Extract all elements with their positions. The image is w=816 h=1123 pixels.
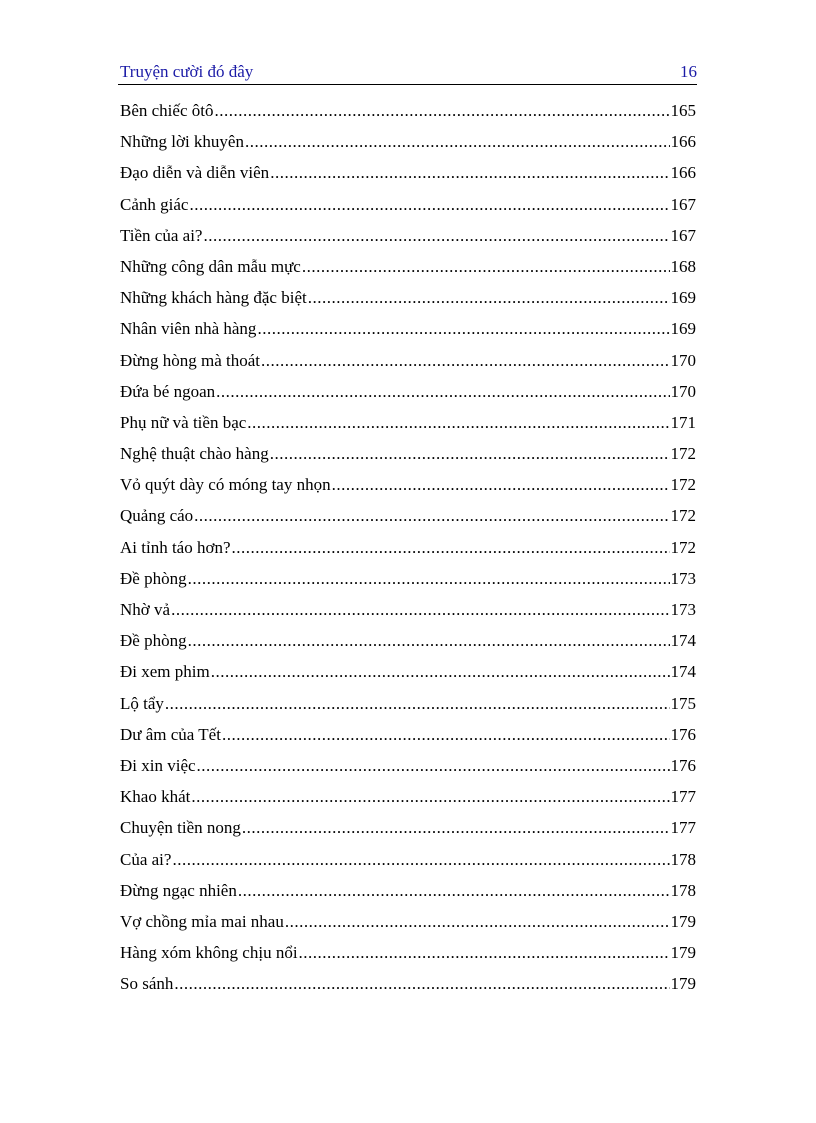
toc-dot-leader (191, 787, 669, 807)
toc-dot-leader (211, 662, 670, 682)
toc-entry[interactable] (120, 881, 696, 912)
toc-entry[interactable] (120, 163, 696, 194)
toc-dot-leader (172, 850, 669, 870)
toc-entry-title: Vợ chồng mỉa mai nhau (120, 911, 284, 931)
toc-entry[interactable] (120, 538, 696, 569)
toc-dot-leader (197, 756, 670, 776)
table-of-contents (120, 101, 696, 1005)
toc-entry-title: Đi xin việc (120, 755, 196, 775)
toc-entry-page: 176 (670, 724, 696, 744)
toc-dot-leader (165, 694, 670, 714)
toc-dot-leader (174, 974, 669, 994)
toc-dot-leader (308, 288, 670, 308)
toc-entry-title: Nghệ thuật chào hàng (120, 444, 269, 464)
toc-entry-page: 173 (670, 568, 696, 588)
toc-dot-leader (222, 725, 670, 745)
toc-dot-leader (270, 163, 669, 183)
toc-dot-leader (216, 382, 669, 402)
toc-dot-leader (203, 226, 669, 246)
toc-entry-page: 170 (670, 381, 696, 401)
page-header (118, 60, 697, 85)
page-number: 16 (680, 62, 697, 81)
toc-entry-title: So sánh (120, 974, 174, 994)
toc-entry-page: 167 (670, 194, 696, 214)
toc-entry[interactable] (120, 444, 696, 475)
toc-entry-title: Phụ nữ và tiền bạc (120, 412, 247, 432)
running-title: Truyện cười đó đây (120, 62, 254, 81)
toc-entry-title: Đứa bé ngoan (120, 381, 216, 401)
toc-entry-title: Đề phòng (120, 631, 187, 651)
toc-entry-title: Chuyện tiền nong (120, 818, 241, 838)
toc-entry[interactable] (120, 694, 696, 725)
toc-entry-title: Vỏ quýt dày có móng tay nhọn (120, 475, 331, 495)
toc-entry[interactable] (120, 101, 696, 132)
toc-entry-page: 169 (670, 319, 696, 339)
toc-entry[interactable] (120, 475, 696, 506)
toc-entry-page: 168 (670, 256, 696, 276)
toc-entry-title: Những lời khuyên (120, 132, 244, 152)
toc-entry[interactable] (120, 226, 696, 257)
toc-entry-title: Đừng hòng mà thoát (120, 350, 261, 370)
toc-entry-page: 170 (670, 350, 696, 370)
toc-dot-leader (285, 912, 670, 932)
toc-entry-page: 166 (670, 132, 696, 152)
toc-dot-leader (238, 881, 670, 901)
toc-entry-page: 174 (670, 662, 696, 682)
toc-entry-title: Quảng cáo (120, 506, 194, 526)
toc-entry[interactable] (120, 319, 696, 350)
toc-entry-title: Cảnh giác (120, 194, 189, 214)
toc-dot-leader (245, 132, 670, 152)
toc-entry[interactable] (120, 413, 696, 444)
toc-dot-leader (302, 257, 670, 277)
toc-entry-page: 172 (670, 506, 696, 526)
toc-dot-leader (270, 444, 670, 464)
toc-entry-page: 173 (670, 600, 696, 619)
toc-entry[interactable] (120, 662, 696, 693)
toc-entry[interactable] (120, 506, 696, 537)
toc-entry-title: Nhân viên nhà hàng (120, 319, 257, 339)
toc-entry[interactable] (120, 756, 696, 787)
toc-entry[interactable] (120, 818, 696, 849)
toc-entry[interactable] (120, 382, 696, 413)
toc-dot-leader (261, 351, 669, 371)
toc-entry-title: Khao khát (120, 787, 191, 807)
toc-entry[interactable] (120, 974, 696, 1005)
toc-dot-leader (188, 631, 670, 651)
toc-entry[interactable] (120, 351, 696, 382)
toc-entry-page: 171 (670, 412, 696, 432)
toc-dot-leader (194, 506, 669, 526)
toc-entry-title: Ai tỉnh táo hơn? (120, 537, 231, 557)
toc-entry-page: 179 (670, 911, 696, 931)
toc-dot-leader (247, 413, 669, 433)
toc-entry-page: 176 (670, 755, 696, 775)
toc-dot-leader (332, 475, 670, 495)
toc-entry-page: 179 (670, 974, 696, 994)
toc-dot-leader (189, 195, 669, 215)
toc-entry-title: Bên chiếc ôtô (120, 101, 214, 120)
toc-entry-page: 172 (670, 537, 696, 557)
toc-entry-title: Nhờ vả (120, 600, 171, 619)
toc-entry-page: 165 (670, 101, 696, 120)
toc-dot-leader (242, 818, 670, 838)
toc-entry[interactable] (120, 257, 696, 288)
toc-entry-page: 167 (670, 225, 696, 245)
toc-entry-page: 172 (670, 475, 696, 495)
toc-dot-leader (257, 319, 669, 339)
toc-dot-leader (171, 600, 669, 620)
toc-entry[interactable] (120, 195, 696, 226)
toc-entry[interactable] (120, 725, 696, 756)
toc-dot-leader (232, 538, 670, 558)
toc-entry[interactable] (120, 943, 696, 974)
toc-entry-title: Đề phòng (120, 568, 187, 588)
toc-entry[interactable] (120, 912, 696, 943)
toc-entry-title: Những công dân mẫu mực (120, 256, 301, 276)
toc-entry[interactable] (120, 850, 696, 881)
toc-entry-page: 166 (670, 163, 696, 183)
toc-entry-title: Đừng ngạc nhiên (120, 880, 237, 900)
toc-dot-leader (214, 101, 669, 121)
toc-entry-title: Đạo diễn và diễn viên (120, 163, 270, 183)
toc-entry-title: Đi xem phim (120, 662, 210, 682)
toc-entry-title: Hàng xóm không chịu nổi (120, 943, 298, 963)
toc-entry[interactable] (120, 631, 696, 662)
toc-entry-page: 177 (670, 787, 696, 807)
toc-entry-page: 169 (670, 288, 696, 308)
toc-dot-leader (299, 943, 670, 963)
toc-entry[interactable] (120, 787, 696, 818)
toc-entry[interactable] (120, 600, 696, 631)
toc-entry-page: 179 (670, 943, 696, 963)
toc-entry-title: Của ai? (120, 849, 172, 869)
toc-entry-page: 172 (670, 444, 696, 464)
toc-entry-title: Tiền của ai? (120, 225, 203, 245)
toc-entry[interactable] (120, 132, 696, 163)
toc-entry-title: Dư âm của Tết (120, 724, 221, 744)
toc-entry[interactable] (120, 569, 696, 600)
toc-entry-title: Lộ tẩy (120, 693, 164, 713)
toc-entry[interactable] (120, 288, 696, 319)
toc-entry-title: Những khách hàng đặc biệt (120, 288, 307, 308)
toc-entry-page: 174 (670, 631, 696, 651)
toc-entry-page: 175 (670, 693, 696, 713)
toc-entry-page: 178 (670, 880, 696, 900)
toc-entry-page: 178 (670, 849, 696, 869)
toc-entry-page: 177 (670, 818, 696, 838)
toc-dot-leader (188, 569, 670, 589)
